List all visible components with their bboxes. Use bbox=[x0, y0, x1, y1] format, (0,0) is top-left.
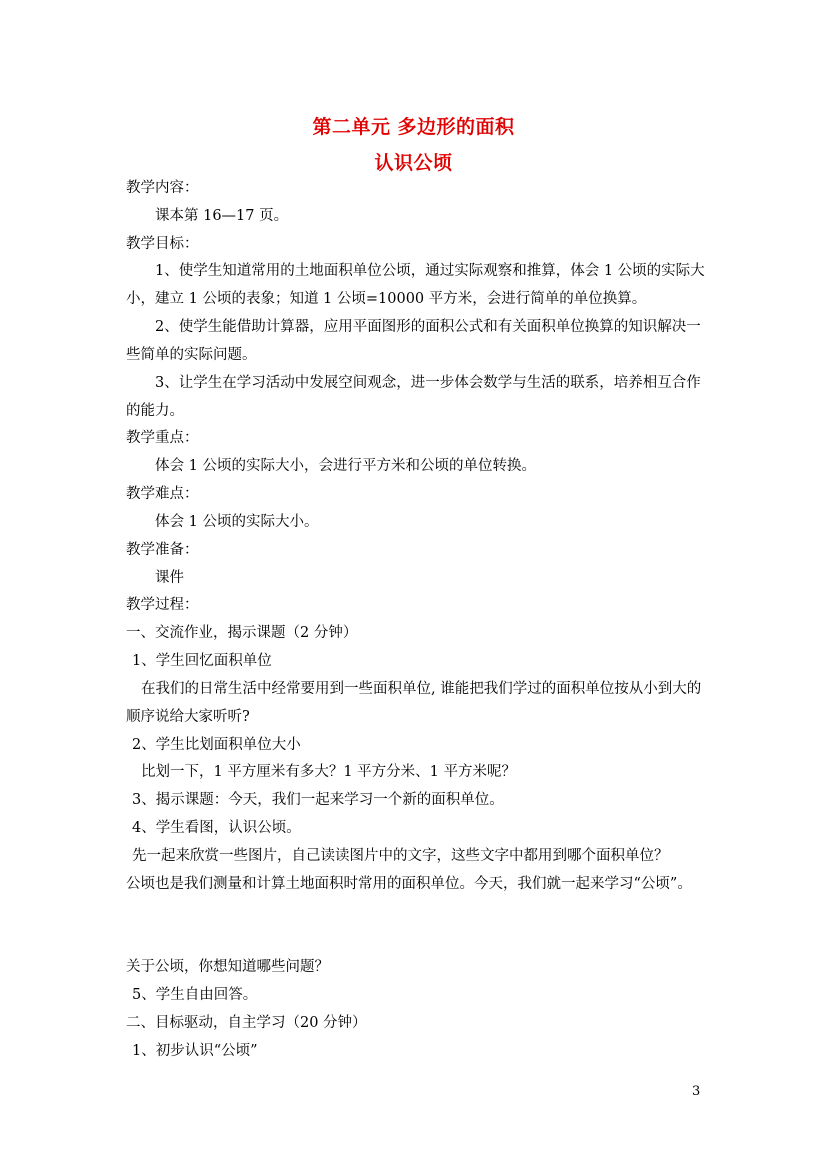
body-line: 1、初步认识“公顷” bbox=[132, 1043, 258, 1059]
body-line: 体会 1 公顷的实际大小。 bbox=[155, 514, 319, 530]
body-line: 教学难点： bbox=[126, 486, 199, 502]
body-line: 教学准备： bbox=[126, 542, 199, 558]
body-line: 1、使学生知道常用的土地面积单位公顷，通过实际观察和推算，体会 1 公顷的实际大 bbox=[155, 263, 705, 279]
body-line: 二、目标驱动，自主学习（20 分钟） bbox=[126, 1015, 367, 1031]
body-line: 一、交流作业，揭示课题（2 分钟） bbox=[126, 625, 358, 641]
document-subtitle: 认识公顷 bbox=[374, 152, 453, 174]
body-line: 2、学生比划面积单位大小 bbox=[132, 737, 301, 753]
body-line: 小，建立 1 公顷的表象；知道 1 公顷=10000 平方米，会进行简单的单位换算。 bbox=[126, 291, 647, 307]
page-number: 3 bbox=[692, 1084, 701, 1099]
body-line: 4、学生看图，认识公顷。 bbox=[132, 820, 301, 836]
body-line: 先一起来欣赏一些图片，自己读读图片中的文字，这些文字中都用到哪个面积单位？ bbox=[132, 848, 669, 864]
body-line: 1、学生回忆面积单位 bbox=[132, 653, 272, 669]
body-line: 的能力。 bbox=[126, 403, 184, 419]
document-title: 第二单元 多边形的面积 bbox=[312, 116, 515, 138]
body-line: 顺序说给大家听听? bbox=[126, 709, 250, 725]
body-line: 公顷也是我们测量和计算土地面积时常用的面积单位。今天，我们就一起来学习“公顷”。 bbox=[126, 876, 692, 892]
body-line: 教学目标： bbox=[126, 236, 199, 252]
body-line: 课本第 16—17 页。 bbox=[155, 208, 289, 224]
body-line: 比划一下，1 平方厘米有多大？1 平方分米、1 平方米呢？ bbox=[141, 764, 517, 780]
body-line: 2、使学生能借助计算器，应用平面图形的面积公式和有关面积单位换算的知识解决一 bbox=[155, 319, 701, 335]
body-line: 教学过程： bbox=[126, 597, 199, 613]
body-line: 在我们的日常生活中经常要用到一些面积单位, 谁能把我们学过的面积单位按从小到大的 bbox=[141, 681, 702, 697]
body-line: 体会 1 公顷的实际大小，会进行平方米和公顷的单位转换。 bbox=[155, 458, 536, 474]
body-line: 3、让学生在学习活动中发展空间观念，进一步体会数学与生活的联系，培养相互合作 bbox=[155, 375, 701, 391]
body-line: 关于公顷，你想知道哪些问题？ bbox=[126, 959, 329, 975]
body-line: 教学内容： bbox=[126, 180, 199, 196]
body-line: 课件 bbox=[155, 570, 184, 586]
body-line: 些简单的实际问题。 bbox=[126, 347, 257, 363]
body-line: 3、揭示课题：今天，我们一起来学习一个新的面积单位。 bbox=[132, 792, 504, 808]
body-line: 教学重点： bbox=[126, 430, 199, 446]
body-line: 5、学生自由回答。 bbox=[132, 987, 258, 1003]
